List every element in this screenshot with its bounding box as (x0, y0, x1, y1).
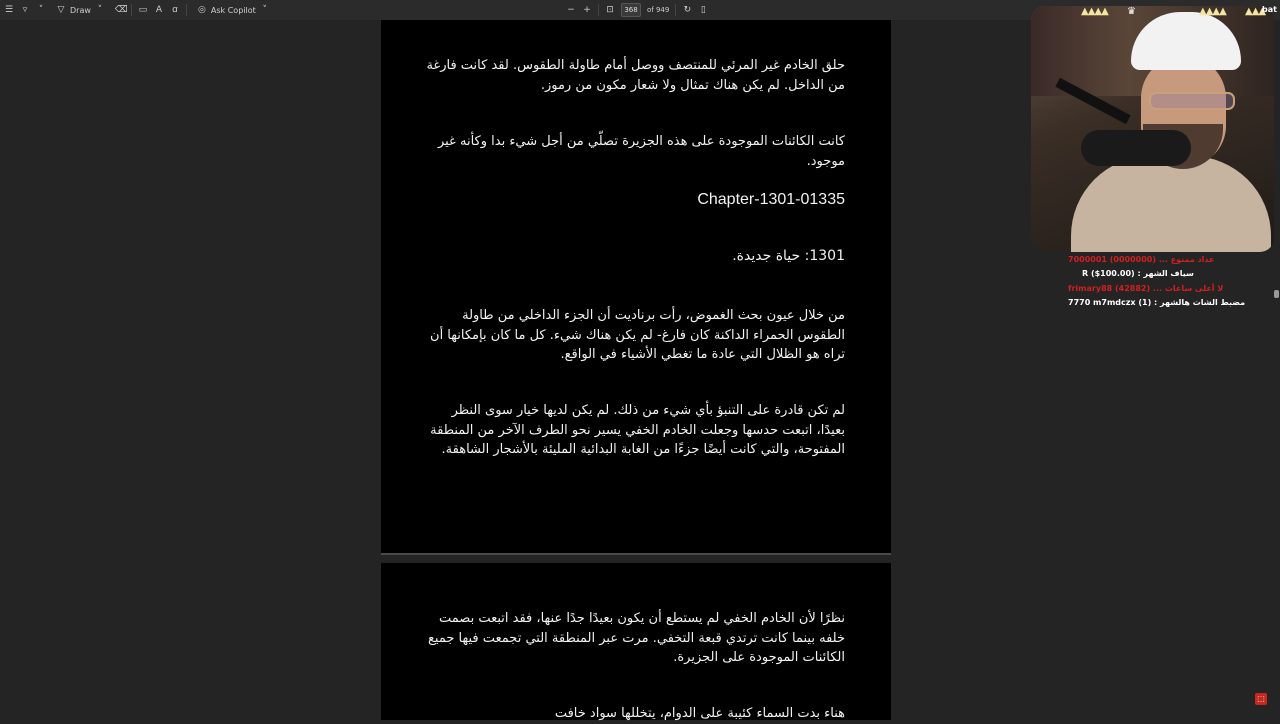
list-icon[interactable]: ☰ (4, 5, 14, 15)
pdf-app-icon[interactable]: ⬚ (1255, 693, 1267, 705)
read-aloud-icon[interactable]: ꭤ (172, 5, 178, 15)
webcam-hoodie (1071, 156, 1271, 252)
paragraph: هناء بدت السماء كئيبة على الدوام، يتخللها سواد خافت (554, 706, 845, 721)
crown-decoration: ▲▲▲▲ (1081, 6, 1108, 17)
text-box-icon[interactable]: ▭ (138, 5, 148, 15)
tab-fragment: bat (1262, 5, 1277, 14)
toolbar-divider (186, 4, 187, 16)
text-format-icon[interactable]: A (155, 5, 162, 15)
crown-decoration: ▲▲▲ (1245, 6, 1266, 17)
overlay-line: R ($100.00) : سياف الشهر (1082, 269, 1194, 278)
crown-decoration: ♛ (1127, 6, 1135, 17)
pdf-page (381, 20, 891, 555)
paragraph: حلق الخادم غير المرئي للمنتصف ووصل أمام طاولة الطقوس. لقد كانت فارغة من الداخل. لم يكن هناك تمثال ولا شعار مكون من رموز. (426, 58, 845, 93)
webcam-glasses (1149, 92, 1235, 110)
fit-page-icon[interactable]: ⊡ (606, 5, 614, 15)
paragraph: كانت الكائنات الموجودة على هذه الجزيرة تصلّي من أجل شيء بدا وكأنه غير موجود. (437, 134, 845, 169)
toolbar-center-group (566, 0, 708, 20)
toolbar-divider (675, 4, 676, 16)
microphone (1081, 130, 1191, 166)
chapter-heading: Chapter-1301-01335 (697, 191, 845, 208)
rotate-icon[interactable]: ↻ (683, 5, 692, 15)
ask-copilot-button[interactable] (193, 3, 274, 17)
toolbar-left-group (4, 0, 274, 20)
paragraph: لم تكن قادرة على التنبؤ بأي شيء من ذلك. لم يكن لديها خيار سوى النظر بعيدًا، اتبعت حدسها وجعلت الخادم الخفي يسير نحو الطرف الآخر من المنطقة المفتوحة، والتي كانت أيضًا جزءًا من الغابة البدائية المليئة بالأشجار الشاهقة. (430, 403, 845, 457)
pen-icon: ▽ (57, 5, 65, 15)
paragraph: نظرًا لأن الخادم الخفي لم يستطع أن يكون بعيدًا جدًا عنها، فقد اتبعت بصمت خلفه بينما كانت ترتدي قبعة التخفي. مرت عبر المنطقة التي تجمعت فيها جميع الكائنات الموجودة على الجزيرة. (428, 611, 845, 665)
crown-decoration: ▲▲▲▲ (1199, 6, 1226, 17)
zoom-in-icon[interactable]: + (583, 5, 591, 15)
overlay-line: frimary88 (42882) ... لا أعلى ساعات (1068, 284, 1224, 293)
overlay-line: 7000001 (0000000) ... عداد ممنوع (1068, 255, 1215, 264)
zoom-out-icon[interactable]: − (567, 5, 575, 15)
chapter-subheading: 1301: حياة جديدة. (732, 248, 845, 264)
chevron-down-icon: ˅ (97, 5, 103, 15)
page-count: of 949 (647, 6, 670, 14)
toolbar-divider (131, 4, 132, 16)
chevron-down-icon: ˅ (262, 5, 268, 15)
pdf-page (381, 563, 891, 720)
draw-label: Draw (70, 5, 91, 15)
toolbar-divider (598, 4, 599, 16)
overlay-line: 7770 m7mdczx (1) : مضبط الشات هالشهر (1068, 298, 1246, 307)
eraser-icon[interactable]: ⌫ (114, 5, 128, 15)
ask-copilot-label: Ask Copilot (210, 5, 256, 15)
scrollbar-thumb[interactable] (1274, 290, 1279, 298)
copilot-icon: ◎ (197, 5, 206, 15)
highlight-icon[interactable]: ▿ (22, 5, 28, 15)
chevron-down-icon[interactable]: ˅ (38, 5, 44, 15)
page-view-icon[interactable]: ▯ (700, 5, 706, 15)
draw-button[interactable] (52, 3, 109, 17)
paragraph: من خلال عيون بحث الغموض، رأت برناديت أن الجزء الداخلي من طاولة الطقوس الحمراء الداكنة كان فارغ- لم يكن هناك شيء. كل ما كان بإمكانها أن تراه هو الظلال التي عادة ما تغطي الأشياء في الواقع. (430, 308, 845, 362)
page-number-input[interactable]: 368 (621, 3, 641, 17)
streamer-webcam (1031, 6, 1274, 252)
